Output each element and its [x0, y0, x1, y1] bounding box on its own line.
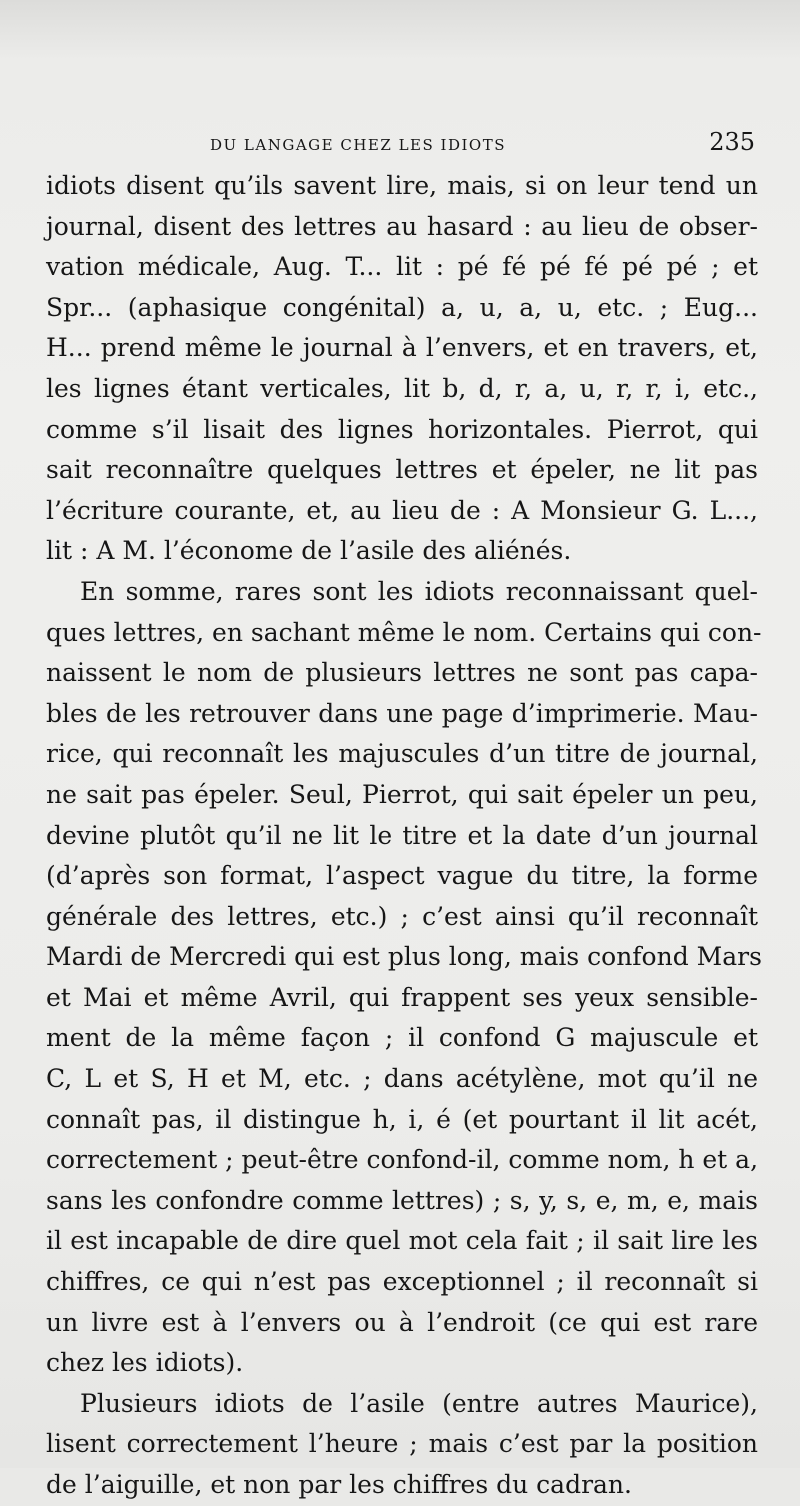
- text-line: H... prend même le journal à l’envers, et en travers, et,: [46, 333, 758, 363]
- text-line: il est incapable de dire quel mot cela fait ; il sait lire les: [46, 1226, 758, 1256]
- paragraph-start-line: Plusieurs idiots de l’asile (entre autres Maurice),: [80, 1388, 758, 1418]
- text-line: l’écriture courante, et, au lieu de : A Monsieur G. L...,: [46, 495, 758, 525]
- text-line: idiots disent qu’ils savent lire, mais, si on leur tend un: [46, 171, 758, 200]
- text-line: ne sait pas épeler. Seul, Pierrot, qui sait épeler un peu,: [46, 779, 758, 809]
- text-line: un livre est à l’envers ou à l’endroit (ce qui est rare: [46, 1307, 758, 1337]
- page-header: [210, 128, 755, 156]
- text-line: (d’après son format, l’aspect vague du titre, la forme: [46, 861, 758, 891]
- text-line: générale des lettres, etc.) ; c’est ainsi qu’il reconnaît: [46, 901, 758, 931]
- text-line: sans les confondre comme lettres) ; s, y, s, e, m, e, mais: [46, 1185, 758, 1215]
- text-line: les lignes étant verticales, lit b, d, r, a, u, r, r, i, etc.,: [46, 373, 758, 403]
- page-number: 235: [709, 128, 755, 156]
- text-line: lisent correctement l’heure ; mais c’est par la position: [46, 1429, 758, 1459]
- text-line: vation médicale, Aug. T... lit : pé fé pé fé pé pé ; et: [46, 252, 758, 282]
- text-line: naissent le nom de plusieurs lettres ne sont pas capa-: [46, 658, 758, 688]
- text-line: rice, qui reconnaît les majuscules d’un titre de journal,: [46, 739, 758, 769]
- text-line: connaît pas, il distingue h, i, é (et pourtant il lit acét,: [46, 1104, 758, 1134]
- text-line: journal, disent des lettres au hasard : au lieu de obser-: [46, 211, 758, 241]
- text-line: sait reconnaître quelques lettres et épeler, ne lit pas: [46, 455, 758, 485]
- text-line: devine plutôt qu’il ne lit le titre et la date d’un journal: [46, 820, 758, 850]
- text-line: comme s’il lisait des lignes horizontales. Pierrot, qui: [46, 414, 758, 444]
- running-head: DU LANGAGE CHEZ LES IDIOTS: [210, 136, 506, 154]
- text-line: ques lettres, en sachant même le nom. Certains qui con-: [46, 617, 762, 647]
- text-line: correctement ; peut-être confond-il, comme nom, h et a,: [46, 1145, 759, 1175]
- text-line: et Mai et même Avril, qui frappent ses yeux sensible-: [46, 982, 758, 1012]
- text-line: chez les idiots).: [46, 1348, 244, 1378]
- text-line: de l’aiguille, et non par les chiffres du cadran.: [46, 1470, 632, 1499]
- text-line: chiffres, ce qui n’est pas exceptionnel ; il reconnaît si: [46, 1267, 758, 1297]
- text-line: C, L et S, H et M, etc. ; dans acétylène, mot qu’il ne: [46, 1064, 758, 1094]
- body-text: [46, 166, 762, 1506]
- text-line: Mardi de Mercredi qui est plus long, mais confond Mars: [46, 942, 762, 972]
- text-line: lit : A M. l’économe de l’asile des aliénés.: [46, 536, 572, 566]
- paragraph-start-line: En somme, rares sont les idiots reconnaissant quel-: [80, 576, 758, 606]
- text-line: bles de les retrouver dans une page d’imprimerie. Mau-: [46, 698, 758, 728]
- text-line: ment de la même façon ; il confond G majuscule et: [46, 1023, 758, 1053]
- text-line: Spr... (aphasique congénital) a, u, a, u, etc. ; Eug...: [46, 292, 758, 322]
